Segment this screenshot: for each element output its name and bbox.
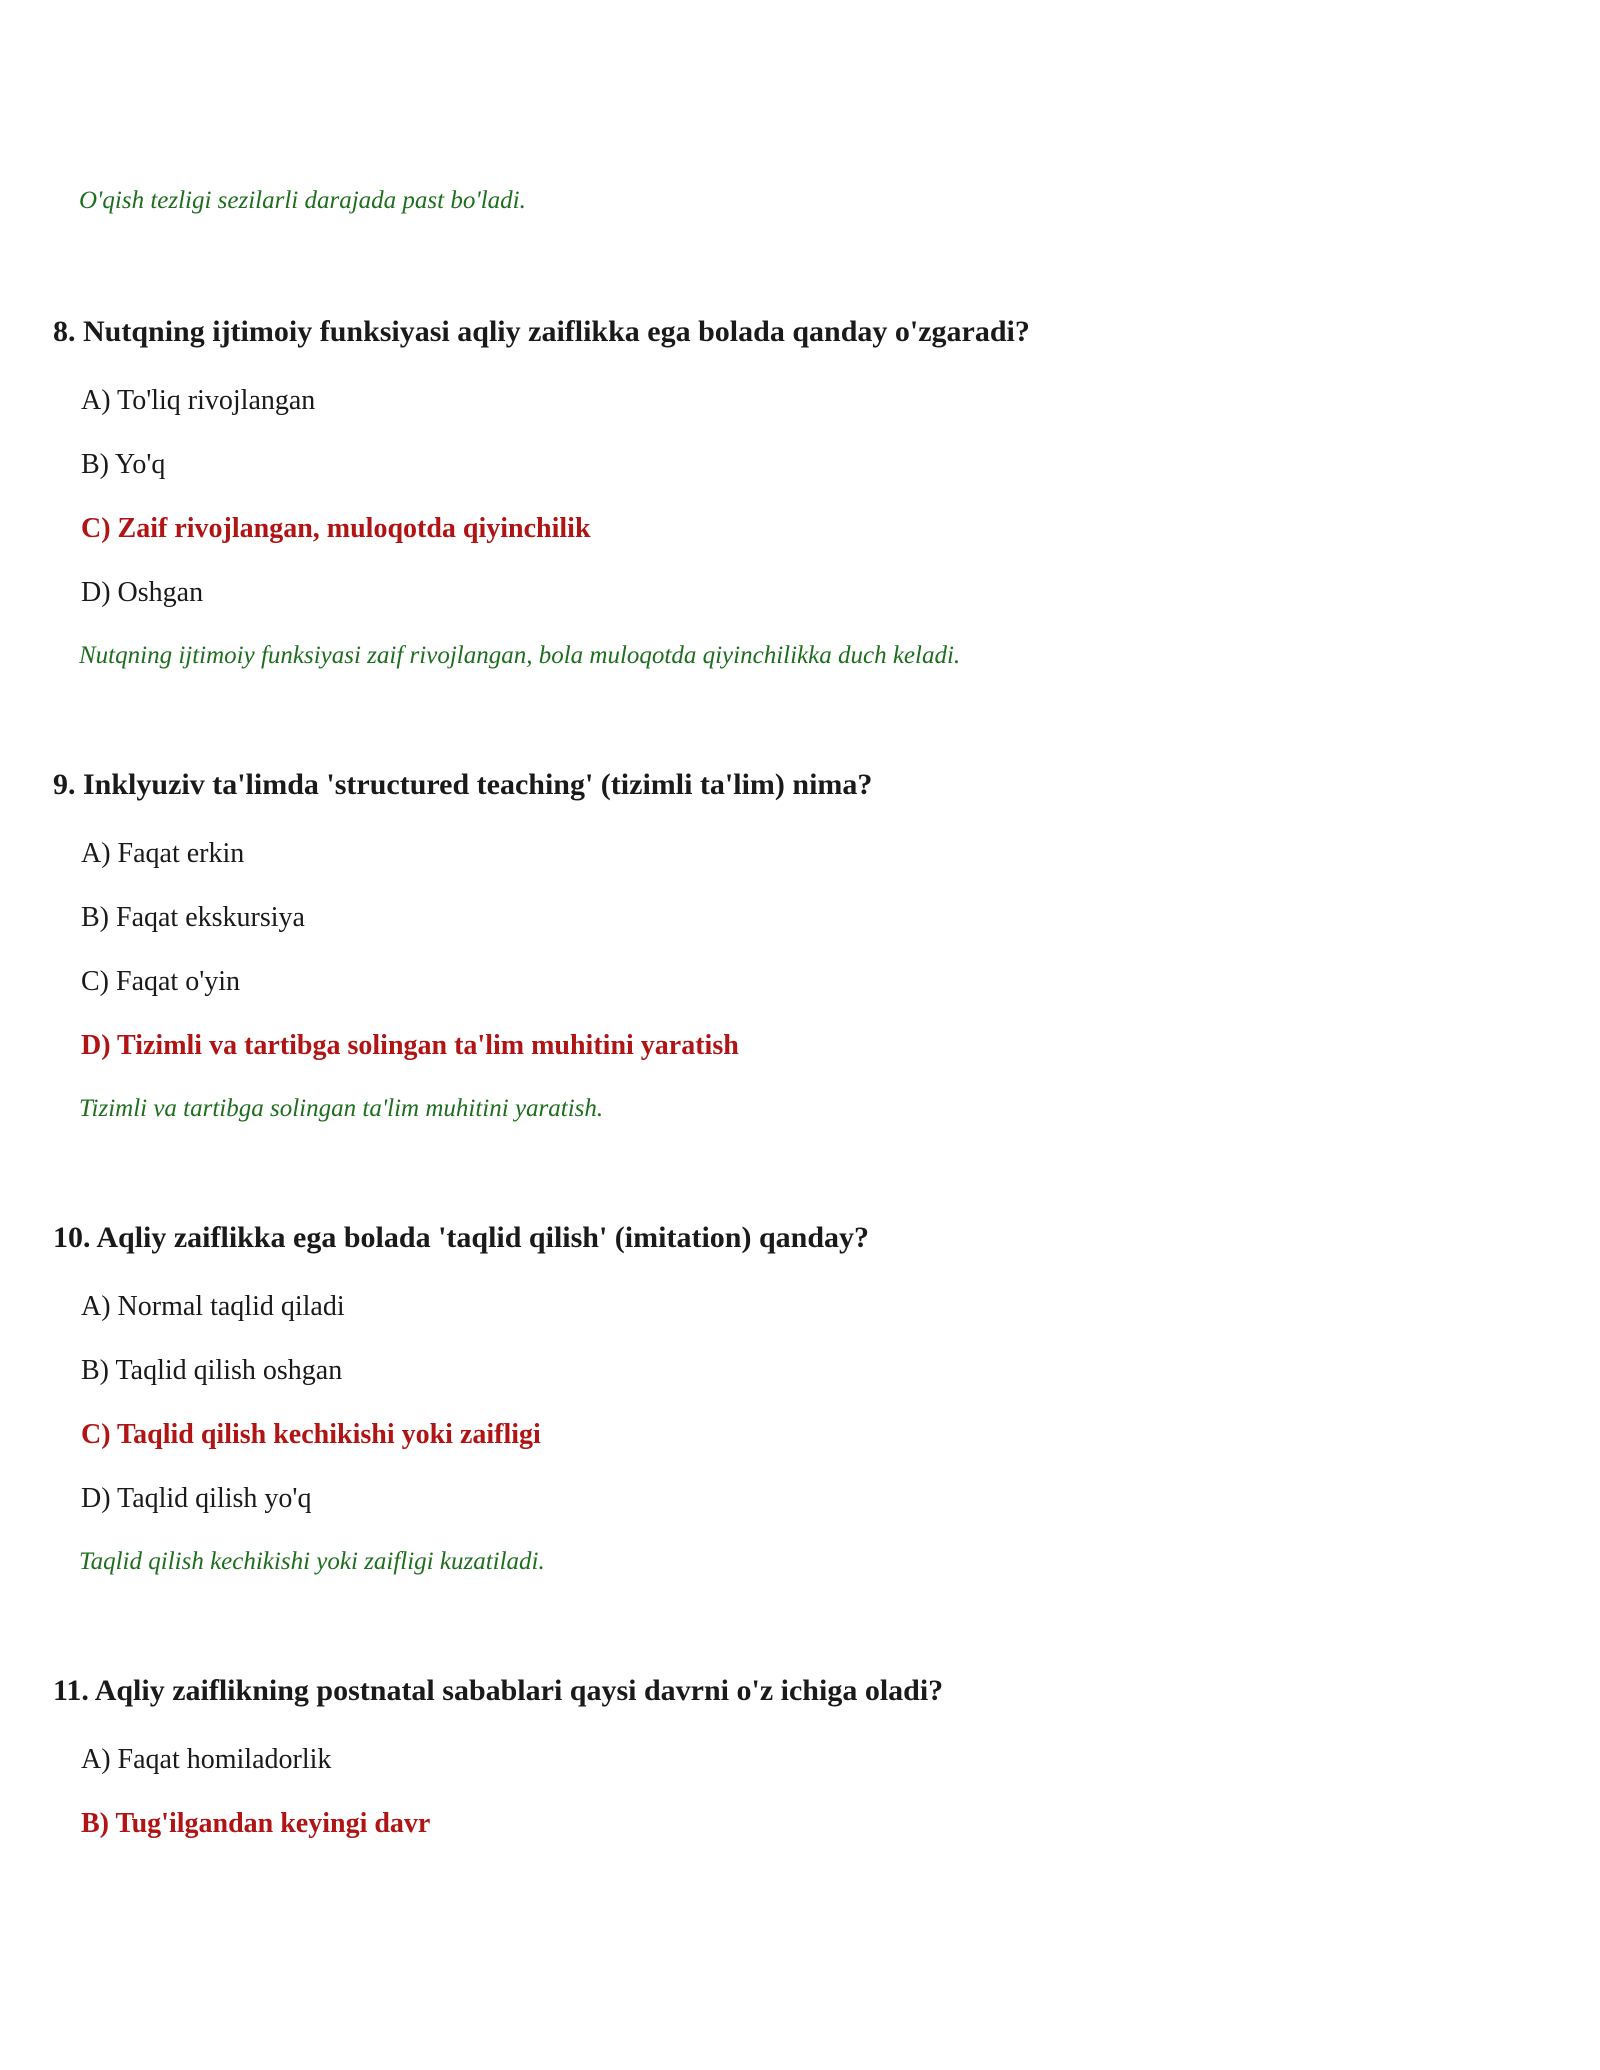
answer-option-a: A) Normal taqlid qiladi: [81, 1291, 345, 1322]
answer-option-d: D) Taqlid qilish yo'q: [81, 1483, 312, 1514]
question-title: 10. Aqliy zaiflikka ega bolada 'taqlid qilish' (imitation) qanday?: [53, 1221, 870, 1254]
answer-option-c-correct: C) Taqlid qilish kechikishi yoki zaifligi: [81, 1419, 541, 1450]
question-title: 11. Aqliy zaiflikning postnatal sabablari qaysi davrni o'z ichiga oladi?: [53, 1674, 944, 1707]
question-title: 9. Inklyuziv ta'limda 'structured teaching' (tizimli ta'lim) nima?: [53, 768, 873, 801]
answer-option-b: B) Faqat ekskursiya: [81, 902, 305, 933]
explanation-text: O'qish tezligi sezilarli darajada past bo'ladi.: [79, 187, 526, 214]
answer-option-c: C) Faqat o'yin: [81, 966, 241, 997]
answer-option-b-correct: B) Tug'ilgandan keyingi davr: [81, 1808, 431, 1839]
answer-option-a: A) Faqat homiladorlik: [81, 1744, 332, 1775]
answer-option-d: D) Oshgan: [81, 577, 204, 608]
answer-option-b: B) Taqlid qilish oshgan: [81, 1355, 343, 1386]
answer-option-d-correct: D) Tizimli va tartibga solingan ta'lim muhitini yaratish: [81, 1030, 739, 1061]
explanation-text: Tizimli va tartibga solingan ta'lim muhitini yaratish.: [79, 1095, 604, 1122]
explanation-text: Taqlid qilish kechikishi yoki zaifligi kuzatiladi.: [79, 1548, 545, 1575]
answer-option-b: B) Yo'q: [81, 449, 166, 480]
answer-option-c-correct: C) Zaif rivojlangan, muloqotda qiyinchilik: [81, 513, 591, 544]
question-title: 8. Nutqning ijtimoiy funksiyasi aqliy zaiflikka ega bolada qanday o'zgaradi?: [53, 315, 1030, 348]
explanation-text: Nutqning ijtimoiy funksiyasi zaif rivojlangan, bola muloqotda qiyinchilikka duch keladi.: [79, 642, 961, 669]
answer-option-a: A) Faqat erkin: [81, 838, 245, 869]
answer-option-a: A) To'liq rivojlangan: [81, 385, 316, 416]
